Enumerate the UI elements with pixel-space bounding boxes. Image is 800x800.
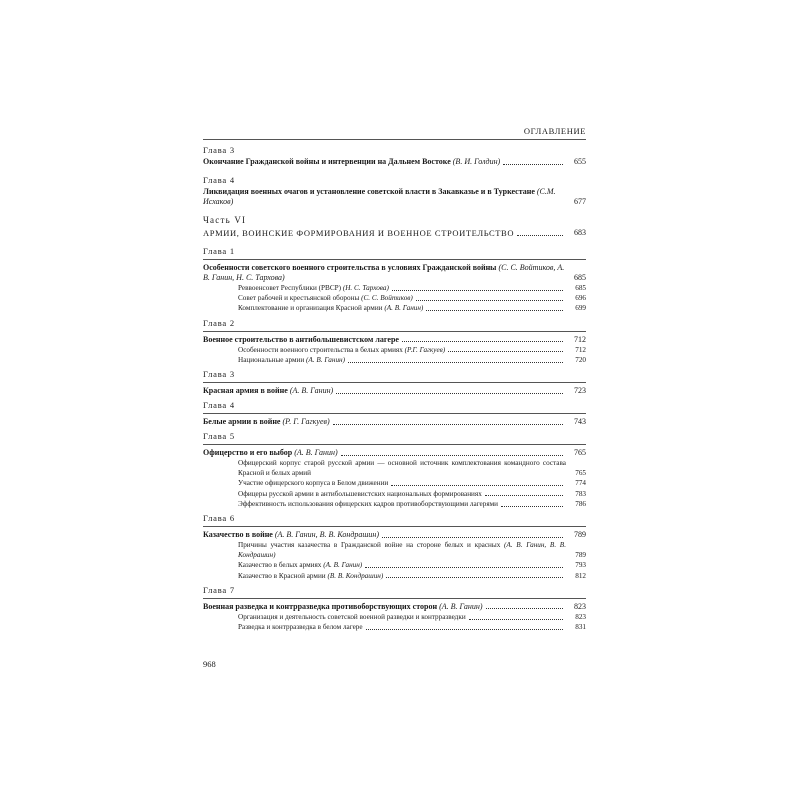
chapter-label: Глава 6 [203,513,235,524]
dot-leader [365,567,563,568]
page-number: 831 [575,623,586,632]
subentry-title: Офицеры русской армии в антибольшевистских национальных формированиях [238,489,482,498]
page-number: 677 [574,197,586,206]
entry-title: Белые армии в войне [203,417,281,427]
page-number: 683 [574,228,586,237]
toc-entry[interactable] [203,448,586,458]
subentry-title: Разведка и контрразведка в белом лагере [238,623,363,632]
toc-chapter-4 [203,400,586,427]
subentries [203,612,586,632]
chapter-rule [203,598,586,599]
entry-author: (Р.Г. Гагкуев) [404,345,446,354]
page-number: 823 [574,601,586,611]
page-number: 823 [575,612,586,621]
entry-text [203,417,330,427]
entry-author: (А. В. Ганин) [294,448,338,458]
dot-leader [486,608,564,609]
toc-subentry[interactable] [238,355,586,365]
toc-entry[interactable] [203,602,586,612]
entry-text [238,345,445,355]
toc-subentry[interactable] [238,303,586,313]
page-number: 712 [574,334,586,344]
entry-author: (С.М. Исхаков) [203,187,556,206]
entry-title: Красная армия в войне [203,386,288,396]
subentries [203,283,586,314]
toc-subentry[interactable] [238,293,586,303]
toc-entry[interactable] [203,263,586,283]
entry-author: (А. В. Ганин) [323,561,363,570]
toc-chapter-4-caucasus [203,175,586,207]
toc-chapter-3 [203,369,586,396]
page-number: 793 [575,561,586,570]
chapter-label: Глава 2 [203,317,235,328]
toc-entry[interactable] [203,187,586,207]
entry-author: (В. В. Кондрашин) [327,571,384,580]
subentry-title: Особенности военного строительства в белых армиях [238,345,403,354]
entry-text [203,187,566,207]
toc-subentry[interactable] [238,283,586,293]
subentry-title: Офицерский корпус старой русской армии — основной источник комплектования командного состава Красной и белых армий [238,459,566,478]
page-number: 655 [574,157,586,166]
entry-title: Казачество в войне [203,530,273,540]
toc-subentry[interactable] [238,612,586,622]
page-number: 789 [574,530,586,540]
dot-leader [386,577,563,578]
entry-text [203,263,566,283]
entry-author: (А. В. Ганин) [439,601,483,611]
page-number: 685 [574,273,586,282]
chapter-label: Глава 4 [203,175,235,185]
chapter-label: Глава 5 [203,431,235,442]
dot-leader [336,393,563,394]
toc-entry[interactable] [203,530,586,540]
toc-subentry[interactable] [238,571,586,581]
page-number: 720 [575,355,586,364]
chapter-label: Глава 3 [203,145,235,155]
toc-subentry[interactable] [238,458,586,478]
subentry-title: Организация и деятельность советской военной разведки и контрразведки [238,612,466,621]
dot-leader [448,351,563,352]
page-number: 765 [575,469,586,478]
header-rule [203,139,586,140]
part-label: Часть VI [203,215,247,225]
dot-leader [341,455,563,456]
chapter-rule [203,331,586,332]
entry-text [238,303,423,313]
subentry-title: Национальные армии [238,355,305,364]
toc-entry[interactable] [203,417,586,427]
page-number: 786 [575,499,586,508]
dot-leader [333,424,563,425]
toc-entry[interactable] [203,228,586,238]
chapter-rule [203,413,586,414]
entry-text [203,530,379,540]
chapter-rule [203,259,586,260]
entry-text [238,293,413,303]
dot-leader [391,485,563,486]
subentry-title: Комплектование и организация Красной армии [238,304,383,313]
toc [203,145,586,632]
entry-title: Военное строительство в антибольшевистском лагере [203,334,399,344]
page-number: 743 [574,417,586,427]
entry-author: (А. В. Ганин) [306,355,345,364]
subentry-title: Причины участия казачества в Гражданской войне на стороне белых и красных [238,541,501,550]
entry-text [203,448,338,458]
entry-author: (А. В. Ганин) [384,304,424,313]
entry-text [238,355,345,365]
page-number: 812 [575,571,586,580]
toc-chapter-3-far-east [203,145,586,167]
dot-leader [382,537,563,538]
dot-leader [392,290,563,291]
toc-part-6 [203,215,586,238]
toc-chapter-1 [203,246,586,314]
toc-chapter-6 [203,513,586,581]
entry-author: (А. В. Ганин) [289,386,334,396]
dot-leader [416,300,563,301]
entry-text [203,386,333,396]
toc-chapter-5 [203,431,586,509]
toc-entry[interactable] [203,157,586,167]
subentry-title: Участие офицерского корпуса в Белом движении [238,479,389,488]
entry-author: (А. В. Ганин, В. В. Кондрашин) [274,530,380,540]
toc-subentry[interactable] [238,560,586,570]
dot-leader [469,619,563,620]
toc-chapter-7 [203,585,586,632]
entry-text [238,540,566,560]
entry-title: Ликвидация военных очагов и установление советской власти в Закавказье и в Туркестане [203,187,535,196]
entry-title: Военная разведка и контрразведка противоборствующих сторон [203,601,438,611]
entry-text [203,157,500,167]
running-head: ОГЛАВЛЕНИЕ [523,126,586,136]
toc-chapter-2 [203,318,586,365]
page-number: 723 [574,386,586,396]
chapter-rule [203,526,586,527]
part-title: АРМИИ, ВОИНСКИЕ ФОРМИРОВАНИЯ И ВОЕННОЕ СТРОИТЕЛЬСТВО [203,228,515,238]
subentries [203,458,586,509]
toc-subentry[interactable] [238,499,586,509]
dot-leader [366,629,563,630]
entry-author: (С. С. Войтиков) [361,294,413,303]
chapter-label: Глава 4 [203,400,235,411]
page-number: 783 [575,489,586,498]
subentries [203,540,586,581]
toc-subentry[interactable] [238,622,586,632]
dot-leader [402,341,563,342]
subentry-title: Совет рабочей и крестьянской обороны [238,294,360,303]
entry-author: (В. И. Голдин) [452,157,501,166]
subentry-title: Казачество в белых армиях [238,561,322,570]
dot-leader [501,506,563,507]
toc-entry[interactable] [203,386,586,396]
toc-subentry[interactable] [238,345,586,355]
dot-leader [503,164,563,165]
entry-author: (С. С. Войтиков, А. В. Ганин, Н. С. Тархова) [203,263,565,282]
page-number: 696 [575,294,586,303]
page-number: 765 [574,448,586,458]
subentry-title: Эффективность использования офицерских кадров противоборствующими лагерями [238,499,499,508]
toc-subentry[interactable] [238,489,586,499]
dot-leader [348,362,563,363]
dot-leader [426,310,563,311]
subentries [203,345,586,365]
entry-author: (А. В. Ганин, В. В. Кондрашин) [238,541,566,560]
page-number: 712 [575,345,586,354]
subentry-title: Реввоенсовет Республики (РВСР) [238,284,342,292]
entry-text [238,560,362,570]
entry-author: (Н. С. Тархова) [342,284,389,292]
page-number: 789 [575,551,586,560]
entry-title: Окончание Гражданской войны и интервенции на Дальнем Востоке [203,157,451,166]
dot-leader [485,495,563,496]
entry-title: Особенности советского военного строительства в условиях Гражданской войны [203,263,497,272]
toc-subentry[interactable] [238,478,586,488]
page-number: 699 [575,304,586,313]
entry-text [238,571,383,581]
chapter-label: Глава 7 [203,584,235,595]
page-number: 685 [575,284,586,292]
chapter-label: Глава 1 [203,246,235,256]
chapter-label: Глава 3 [203,369,235,380]
entry-author: (Р. Г. Гагкуев) [282,417,330,427]
chapter-rule [203,444,586,445]
entry-title: Офицерство и его выбор [203,448,293,458]
page-number: 774 [575,479,586,488]
dot-leader [517,235,563,236]
entry-text [238,283,389,293]
toc-entry[interactable] [203,335,586,345]
chapter-rule [203,382,586,383]
entry-text [203,602,483,612]
toc-subentry[interactable] [238,540,586,560]
subentry-title: Казачество в Красной армии [238,571,326,580]
page-folio: 968 [203,659,216,669]
